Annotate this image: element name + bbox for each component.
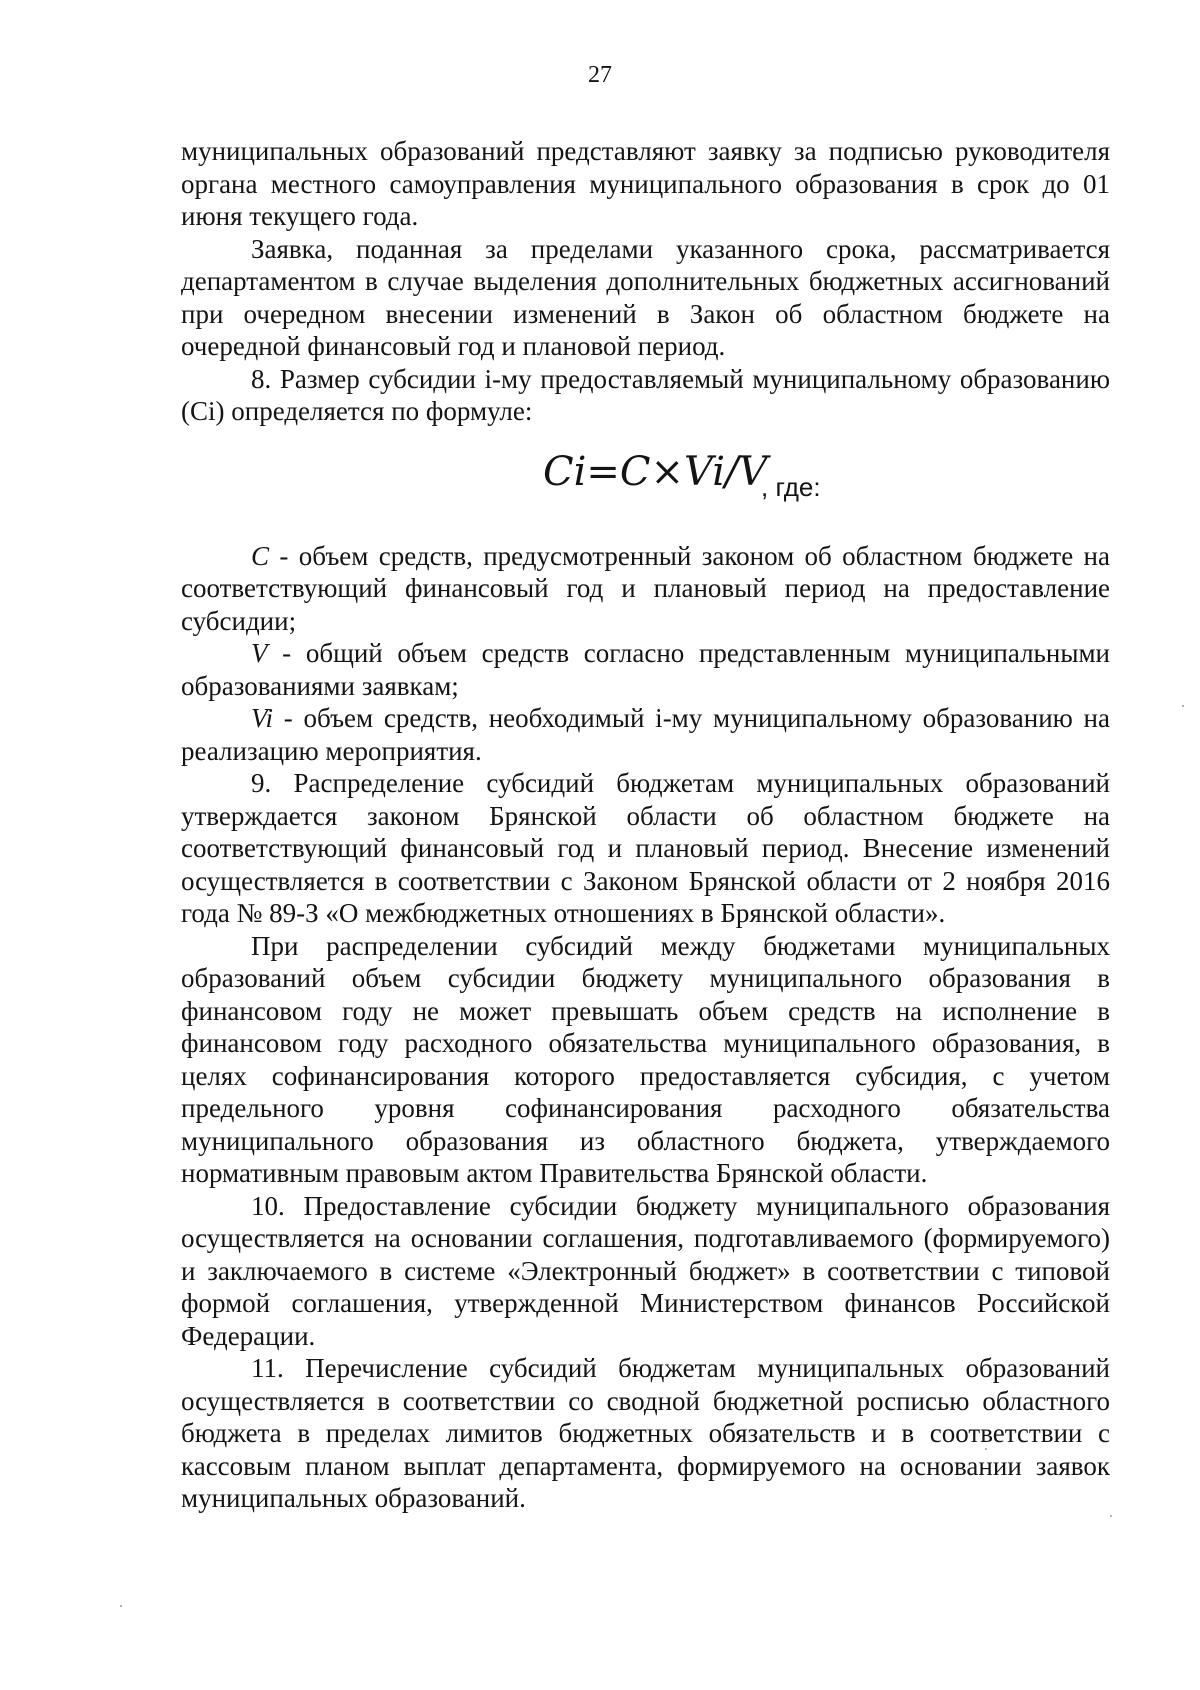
page-number: 27: [588, 62, 612, 88]
definition-v-symbol: V: [251, 638, 268, 668]
document-body: [181, 135, 1110, 1515]
formula-block: [181, 428, 1110, 540]
paragraph-8-subsidy-size: 8. Размер субсидии i-му предоставляемый муниципальному образованию (Ci) определяется по формуле:: [181, 363, 1110, 426]
scan-speck: [985, 1448, 987, 1450]
definition-c-symbol: C: [251, 540, 270, 571]
paragraph-11-transfer: 11. Перечисление субсидий бюджетам муниципальных образований осуществляется в соответствии со сводной бюджетной росписью областного бюджета в пределах лимитов бюджетных обязательств и в соответствии с кассовым планом выплат департамента, формируемого на основании заявок муниципальных образований.: [181, 1353, 1110, 1513]
definition-v: [181, 637, 1110, 702]
definition-vi: [181, 702, 1110, 767]
definition-c: [181, 540, 1110, 638]
paragraph-late-application: Заявка, поданная за пределами указанного срока, рассматривается департаментом в случае выделения дополнительных бюджетных ассигнований при очередном внесении изменений в Закон об областном бюджете на очередной финансовый год и плановой период.: [181, 233, 1110, 361]
scan-speck: [1110, 1515, 1112, 1517]
definition-vi-text: - объем средств, необходимый i-му муниципальному образованию на реализацию мероприятия.: [181, 703, 1110, 766]
paragraph-continuation: муниципальных образований представляют заявку за подписью руководителя органа местного самоуправления муниципального образования в срок до 01 июня текущего года.: [181, 136, 1110, 231]
formula-suffix: , где:: [761, 471, 821, 502]
definition-v-text: - общий объем средств согласно представленным муниципальными образованиями заявкам;: [181, 638, 1110, 701]
scan-speck: [1182, 705, 1184, 707]
paragraph-9-distribution: 9. Распределение субсидий бюджетам муниципальных образований утверждается законом Брянской области об областном бюджете на соответствующий финансовый год и плановый период. Внесение изменений осуществляется в соответствии с Законом Брянской области от 2 ноября 2016 года № 89-З «О межбюджетных отношениях в Брянской области».: [181, 768, 1110, 928]
definition-vi-symbol: Vi: [251, 703, 273, 733]
scan-speck: [120, 1605, 122, 1607]
paragraph-10-agreement: 10. Предоставление субсидии бюджету муниципального образования осуществляется на основании соглашения, подготавливаемого (формируемого) и заключаемого в системе «Электронный бюджет» в соответствии с типовой формой соглашения, утвержденной Министерством финансов Российской Федерации.: [181, 1190, 1110, 1351]
definition-c-text: - объем средств, предусмотренный законом об областном бюджете на соответствующий финансовый год и плановый период на предоставление субсидии;: [181, 540, 1110, 636]
subsidy-formula: Ci=C×Vi/V: [543, 448, 768, 495]
paragraph-9-cofinancing-limit: При распределении субсидий между бюджетами муниципальных образований объем субсидии бюджету муниципального образования в финансовом году не может превышать объем средств на исполнение в финансовом году расходного обязательства муниципального образования, в целях софинансирования которого предоставляется субсидия, с учетом предельного уровня софинансирования расходного обязательства муниципального образования из областного бюджета, утверждаемого нормативным правовым актом Правительства Брянской области.: [181, 930, 1110, 1188]
